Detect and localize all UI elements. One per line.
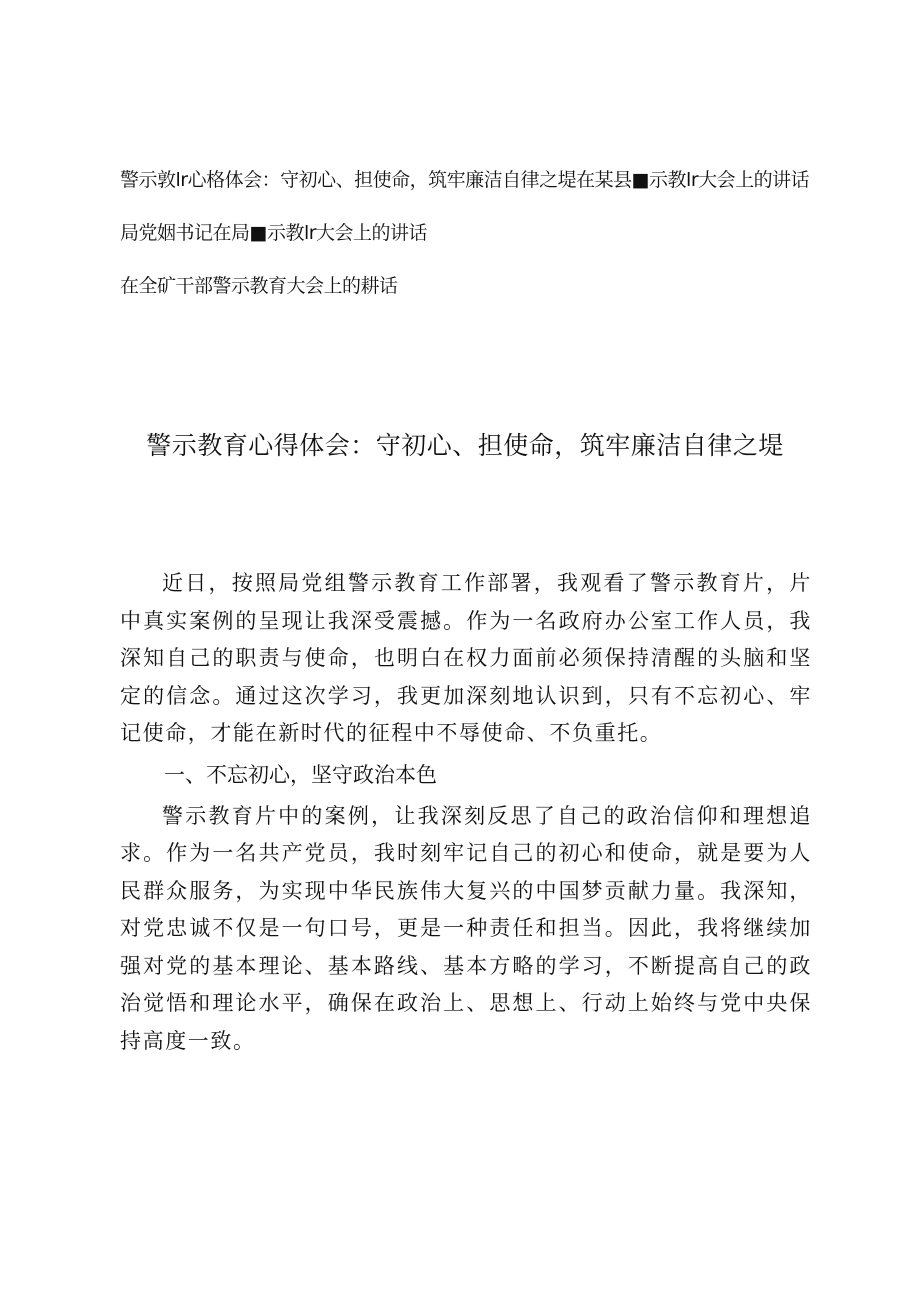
contents-list — [120, 164, 810, 303]
article-title: 警示教育心得体会：守初心、担使命，筑牢廉洁自律之堤 — [146, 431, 784, 460]
contents-item-1[interactable]: 警示敦lr心格体会：守初心、担使命，筑牢廉洁自律之堤在某县■示教lr大会上的讲话 — [120, 169, 810, 191]
contents-item-3[interactable]: 在全矿干部警示教育大会上的耕话 — [120, 275, 398, 297]
section-paragraph-1: 警示教育片中的案例，让我深刻反思了自己的政治信仰和理想追求。作为一名共产党员，我时刻牢记自己的初心和使命，就是要为人民群众服务，为实现中华民族伟大复兴的中国梦贡献力量。我深知，对党忠诚不仅是一句口号，更是一种责任和担当。因此，我将继续加强对党的基本理论、基本路线、基本方略的学习，不断提高自己的政治觉悟和理论水平，确保在政治上、思想上、行动上始终与党中央保持高度一致。 — [120, 803, 812, 1053]
contents-item-2[interactable]: 局党姻书记在局■示教lr大会上的讲话 — [120, 222, 428, 244]
article-body — [120, 565, 812, 1060]
intro-paragraph: 近日，按照局党组警示教育工作部署，我观看了警示教育片，片中真实案例的呈现让我深受震撼。作为一名政府办公室工作人员，我深知自己的职责与使命，也明白在权力面前必须保持清醒的头脑和坚定的信念。通过这次学习，我更加深刻地认识到，只有不忘初心、牢记使命，才能在新时代的征程中不辱使命、不负重托。 — [120, 571, 812, 745]
section-heading-1: 一、不忘初心，坚守政治本色 — [164, 762, 437, 787]
